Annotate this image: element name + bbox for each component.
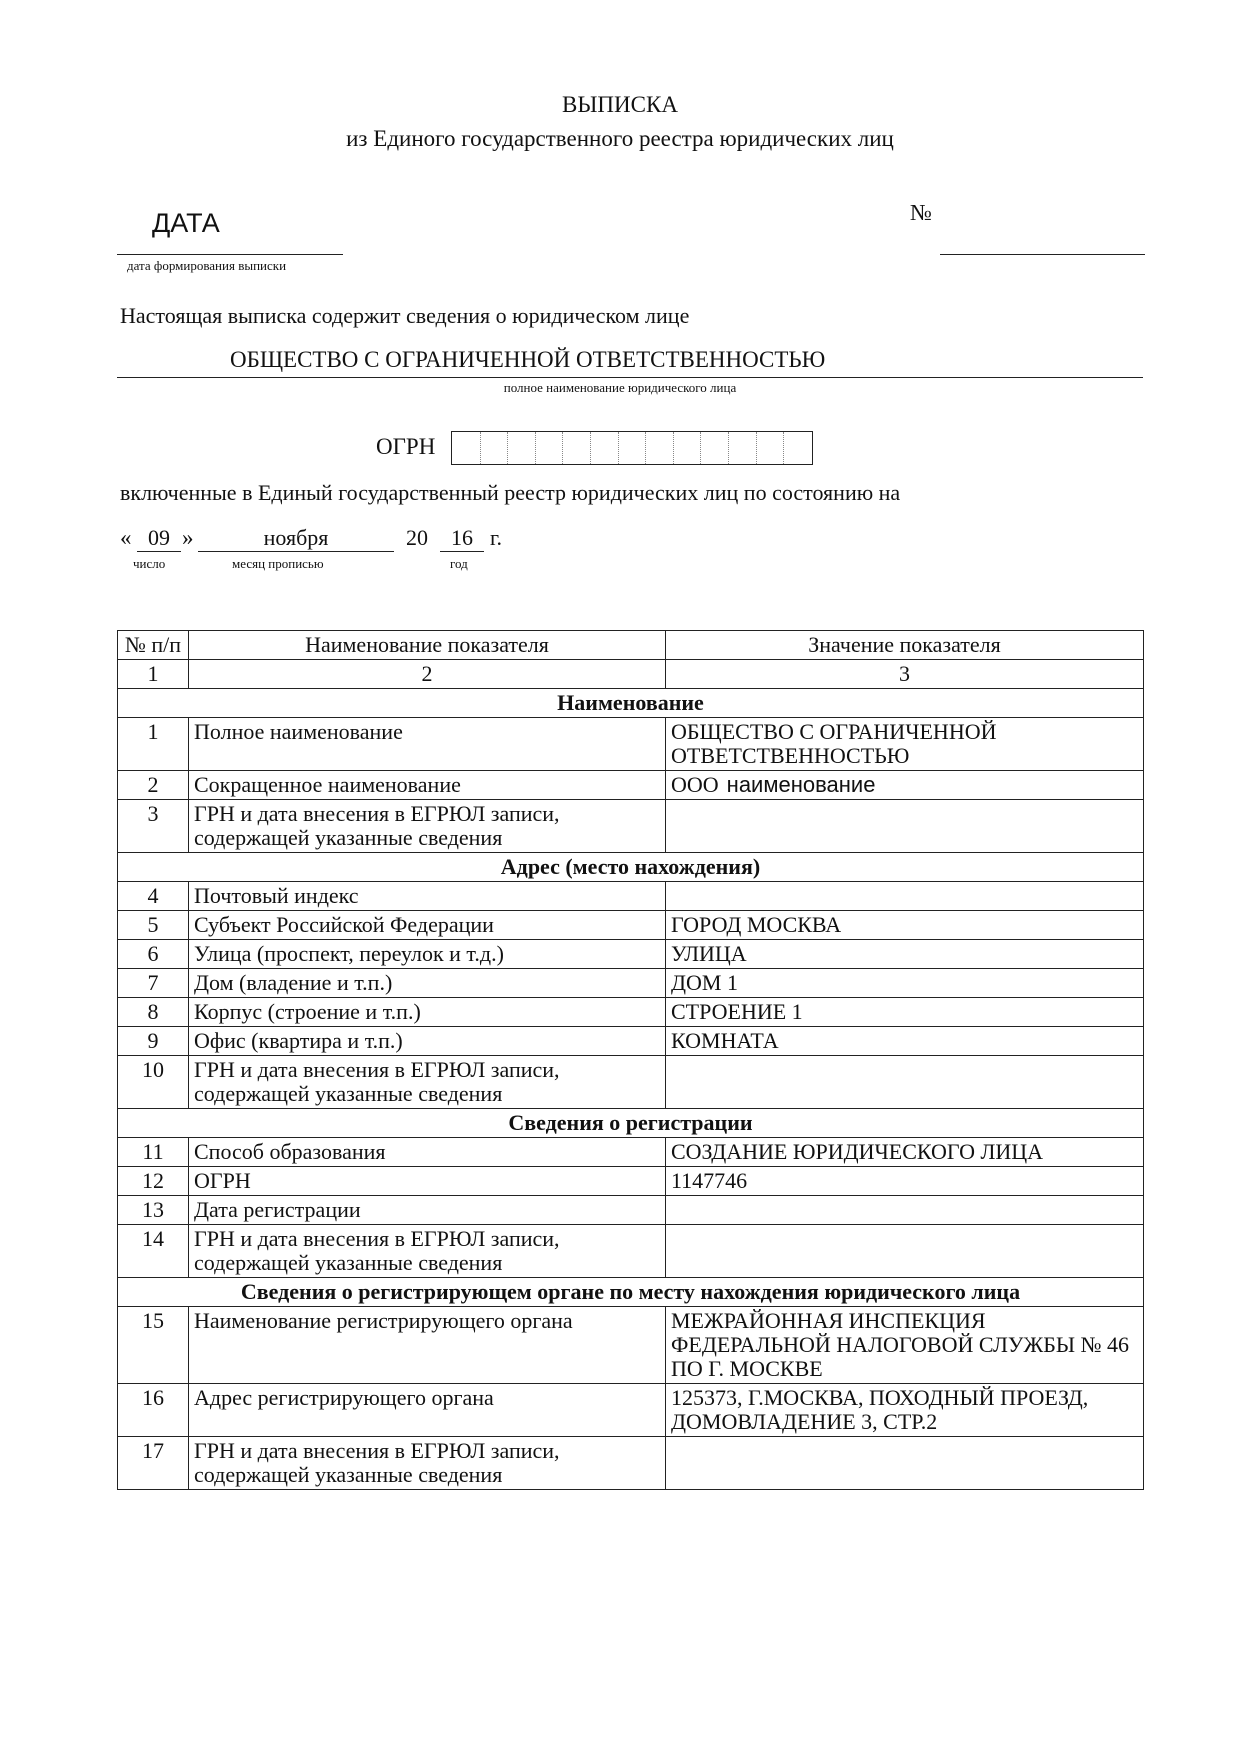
indicator-name: ГРН и дата внесения в ЕГРЮЛ записи, содержащей указанные сведения: [189, 1056, 666, 1109]
ogrn-label: ОГРН: [376, 434, 436, 459]
table-row: [118, 998, 1144, 1027]
indicator-name: ГРН и дата внесения в ЕГРЮЛ записи, содержащей указанные сведения: [189, 800, 666, 853]
as-of-century: 20: [406, 525, 428, 550]
indicator-value: [666, 771, 1144, 800]
header-num: № п/п: [118, 631, 189, 660]
date-underline: [117, 254, 343, 255]
indicator-value-extra: наименование: [726, 772, 876, 797]
indicator-value-text: ДОМ 1: [671, 970, 738, 995]
day-caption: число: [133, 556, 166, 571]
indicator-value: [666, 1225, 1144, 1278]
section-row: [118, 689, 1144, 718]
table-row: [118, 1225, 1144, 1278]
indicator-value: [666, 1056, 1144, 1109]
indicator-value-text: МЕЖРАЙОННАЯ ИНСПЕКЦИЯ ФЕДЕРАЛЬНОЙ НАЛОГОВОЙ СЛУЖБЫ № 46 ПО Г. МОСКВЕ: [671, 1308, 1130, 1381]
row-number: 7: [118, 969, 189, 998]
table-row: [118, 718, 1144, 771]
indicator-value: [666, 1437, 1144, 1490]
extract-date: ДАТА: [152, 208, 220, 238]
col-number: 2: [189, 660, 666, 689]
row-number: 14: [118, 1225, 189, 1278]
row-number: 3: [118, 800, 189, 853]
row-number: 11: [118, 1138, 189, 1167]
indicator-name: Полное наименование: [189, 718, 666, 771]
indicator-name: Адрес регистрирующего органа: [189, 1384, 666, 1437]
close-quote: »: [182, 525, 194, 550]
indicator-name: Способ образования: [189, 1138, 666, 1167]
indicator-name: ОГРН: [189, 1167, 666, 1196]
ogrn-cells: [451, 431, 813, 465]
indicator-value: [666, 998, 1144, 1027]
indicator-value: [666, 940, 1144, 969]
table-row: [118, 911, 1144, 940]
indicator-value-text: УЛИЦА: [671, 941, 747, 966]
row-number: 8: [118, 998, 189, 1027]
indicator-value: [666, 911, 1144, 940]
indicator-name: Улица (проспект, переулок и т.д.): [189, 940, 666, 969]
indicator-name: ГРН и дата внесения в ЕГРЮЛ записи, содержащей указанные сведения: [189, 1437, 666, 1490]
indicator-name: Почтовый индекс: [189, 882, 666, 911]
table-row: [118, 1307, 1144, 1384]
indicator-value: [666, 800, 1144, 853]
entity-full-name: ОБЩЕСТВО С ОГРАНИЧЕННОЙ ОТВЕТСТВЕННОСТЬЮ: [230, 347, 826, 372]
table-row: [118, 800, 1144, 853]
column-number-row: [118, 660, 1144, 689]
indicator-name: ГРН и дата внесения в ЕГРЮЛ записи, содержащей указанные сведения: [189, 1225, 666, 1278]
row-number: 13: [118, 1196, 189, 1225]
indicator-value-text: КОМНАТА: [671, 1028, 779, 1053]
indicator-name: Дата регистрации: [189, 1196, 666, 1225]
row-number: 17: [118, 1437, 189, 1490]
section-title: Сведения о регистрирующем органе по месту нахождения юридического лица: [118, 1278, 1144, 1307]
intro-text: Настоящая выписка содержит сведения о юридическом лице: [120, 303, 690, 328]
year-suffix: г.: [490, 525, 503, 550]
as-of-year: 16: [440, 525, 484, 552]
row-number: 15: [118, 1307, 189, 1384]
header-name: Наименование показателя: [189, 631, 666, 660]
col-number: 1: [118, 660, 189, 689]
indicator-value: [666, 1167, 1144, 1196]
indicator-value-text: ООО: [671, 772, 719, 797]
row-number: 12: [118, 1167, 189, 1196]
table-row: [118, 969, 1144, 998]
indicator-value: [666, 969, 1144, 998]
date-caption: дата формирования выписки: [127, 258, 287, 273]
register-table: [117, 630, 1144, 1490]
section-title: Наименование: [118, 689, 1144, 718]
document-title: ВЫПИСКА: [562, 92, 678, 117]
included-text: включенные в Единый государственный реестр юридических лиц по состоянию на: [120, 480, 901, 505]
indicator-value: [666, 718, 1144, 771]
table-header-row: [118, 631, 1144, 660]
indicator-name: Офис (квартира и т.п.): [189, 1027, 666, 1056]
indicator-value: [666, 1027, 1144, 1056]
indicator-value-text: ОБЩЕСТВО С ОГРАНИЧЕННОЙ ОТВЕТСТВЕННОСТЬЮ: [671, 719, 997, 768]
section-row: [118, 853, 1144, 882]
row-number: 16: [118, 1384, 189, 1437]
month-caption: месяц прописью: [232, 556, 324, 571]
table-row: [118, 1027, 1144, 1056]
indicator-value-text: СТРОЕНИЕ 1: [671, 999, 803, 1024]
table-row: [118, 1056, 1144, 1109]
indicator-name: Дом (владение и т.п.): [189, 969, 666, 998]
indicator-value: [666, 1384, 1144, 1437]
col-number: 3: [666, 660, 1144, 689]
indicator-value-text: 1147746: [671, 1168, 748, 1193]
indicator-value-text: СОЗДАНИЕ ЮРИДИЧЕСКОГО ЛИЦА: [671, 1139, 1044, 1164]
year-caption: год: [450, 556, 468, 571]
section-row: [118, 1278, 1144, 1307]
indicator-value: [666, 882, 1144, 911]
table-row: [118, 1138, 1144, 1167]
indicator-name: Наименование регистрирующего органа: [189, 1307, 666, 1384]
table-row: [118, 771, 1144, 800]
row-number: 4: [118, 882, 189, 911]
indicator-value: [666, 1307, 1144, 1384]
entity-name-underline: [117, 377, 1143, 378]
indicator-name: Сокращенное наименование: [189, 771, 666, 800]
section-title: Сведения о регистрации: [118, 1109, 1144, 1138]
indicator-value: [666, 1138, 1144, 1167]
entity-name-caption: полное наименование юридического лица: [503, 380, 737, 395]
number-label: №: [910, 200, 932, 225]
table-row: [118, 1196, 1144, 1225]
table-row: [118, 1384, 1144, 1437]
section-title: Адрес (место нахождения): [118, 853, 1144, 882]
section-row: [118, 1109, 1144, 1138]
table-row: [118, 1167, 1144, 1196]
table-row: [118, 1437, 1144, 1490]
row-number: 1: [118, 718, 189, 771]
row-number: 9: [118, 1027, 189, 1056]
header-value: Значение показателя: [666, 631, 1144, 660]
row-number: 5: [118, 911, 189, 940]
document-subtitle: из Единого государственного реестра юридических лиц: [346, 126, 894, 151]
number-value: [940, 228, 1145, 255]
row-number: 6: [118, 940, 189, 969]
indicator-value: [666, 1196, 1144, 1225]
indicator-name: Корпус (строение и т.п.): [189, 998, 666, 1027]
indicator-name: Субъект Российской Федерации: [189, 911, 666, 940]
row-number: 10: [118, 1056, 189, 1109]
indicator-value-text: 125373, Г.МОСКВА, ПОХОДНЫЙ ПРОЕЗД, ДОМОВЛАДЕНИЕ 3, СТР.2: [671, 1385, 1089, 1434]
as-of-month: ноября: [198, 525, 394, 552]
table-row: [118, 940, 1144, 969]
table-row: [118, 882, 1144, 911]
indicator-value-text: ГОРОД МОСКВА: [671, 912, 842, 937]
open-quote: «: [120, 525, 132, 550]
as-of-day: 09: [137, 525, 181, 552]
row-number: 2: [118, 771, 189, 800]
